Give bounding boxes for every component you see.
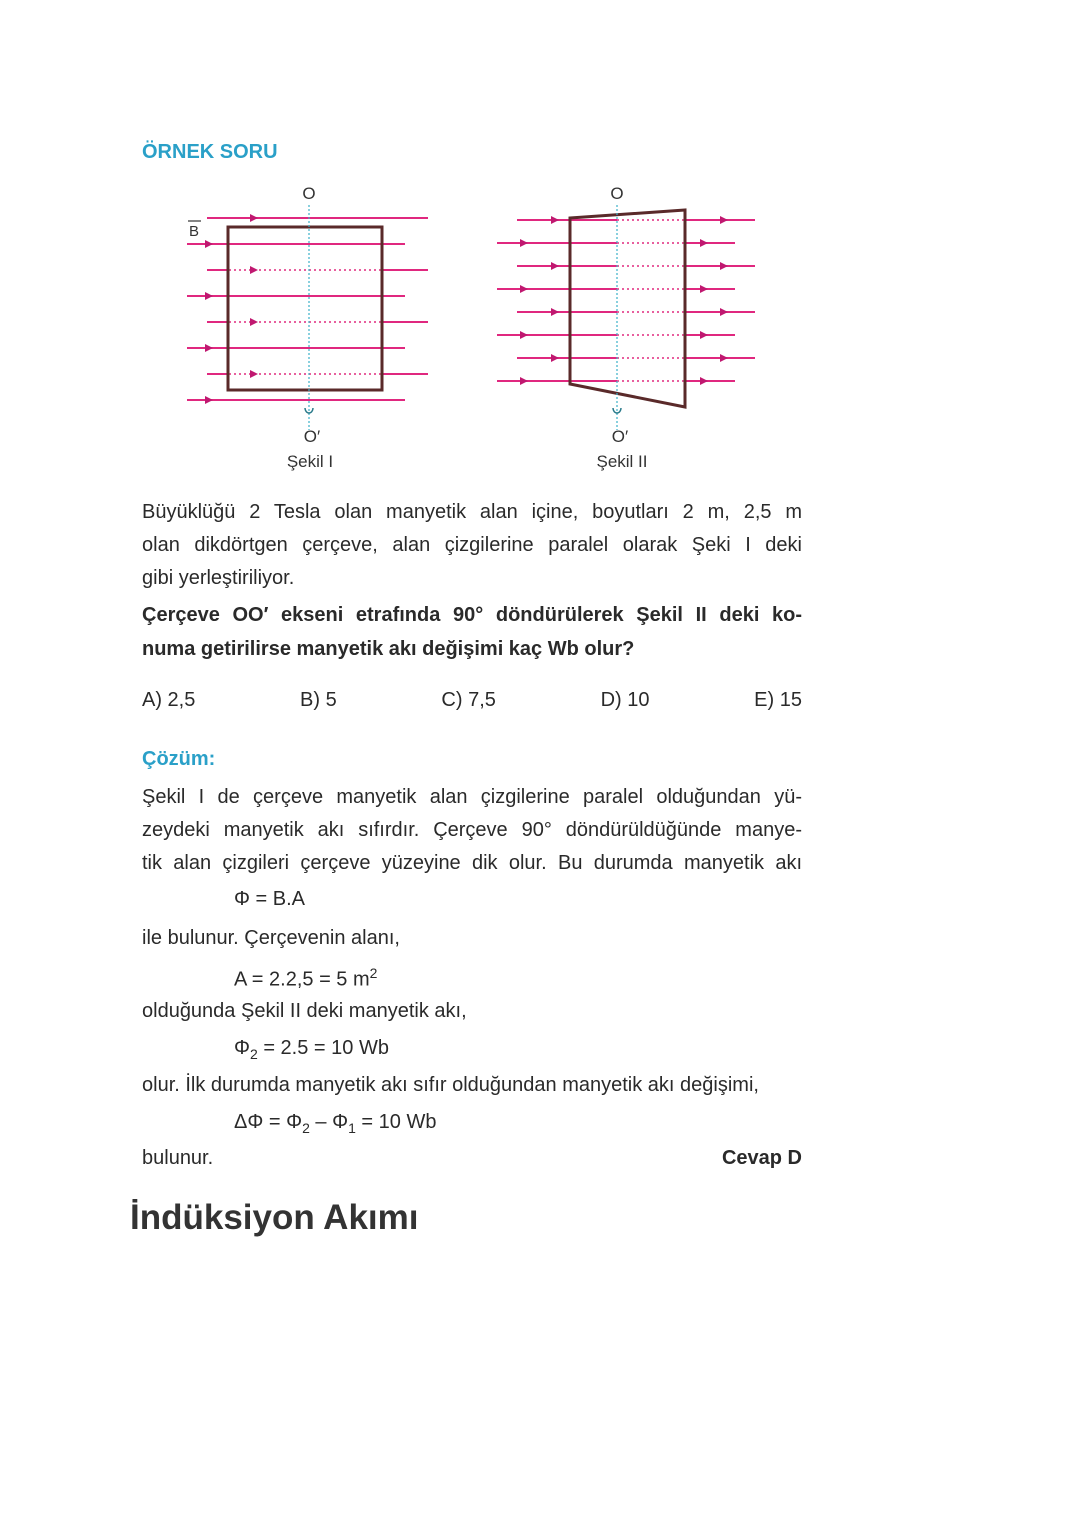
formula-flux: Φ = B.A	[234, 888, 305, 910]
solution-line: bulunur.	[142, 1147, 214, 1169]
figure-2	[497, 205, 755, 430]
solution-title: Çözüm:	[142, 748, 216, 770]
axis-bottom-label-2: O′	[611, 427, 629, 446]
formula-part: ΔΦ = Φ	[234, 1111, 303, 1133]
section-heading: İndüksiyon Akımı	[130, 1198, 419, 1237]
arrowhead	[520, 285, 528, 293]
frame-rectangle	[228, 227, 382, 390]
arrowhead	[551, 308, 559, 316]
option-d: D) 10	[600, 689, 650, 711]
arrowhead	[700, 285, 708, 293]
arrowhead	[250, 318, 258, 326]
answer: Cevap D	[721, 1147, 802, 1169]
arrowhead	[520, 377, 528, 385]
arrowhead	[205, 344, 213, 352]
arrowhead	[551, 216, 559, 224]
arrowhead	[700, 331, 708, 339]
formula-sub: 2	[302, 1120, 310, 1136]
axis-bottom-label-1: O′	[303, 427, 321, 446]
option-e: E) 15	[754, 689, 802, 711]
formula-sub: 1	[348, 1120, 356, 1136]
solution-line: tik alan çizgileri çerçeve yüzeyine dik olur. Bu durumda manyetik akı	[142, 852, 802, 874]
solution-line: ile bulunur. Çerçevenin alanı,	[142, 927, 400, 949]
question-bold-line: Çerçeve OO′ ekseni etrafında 90° döndürülerek Şekil II deki ko-	[142, 604, 802, 626]
field-label: B	[189, 223, 200, 240]
question-line: gibi yerleştiriliyor.	[142, 567, 295, 589]
arrowhead	[520, 239, 528, 247]
caption-2: Şekil II	[596, 452, 648, 471]
arrowhead	[551, 262, 559, 270]
arrowhead	[720, 354, 728, 362]
axis-top-label-1: O	[302, 184, 316, 203]
solution-line: olduğunda Şekil II deki manyetik akı,	[142, 1000, 467, 1022]
formula-part: Φ	[234, 1037, 250, 1059]
formula-part: = 10 Wb	[355, 1111, 437, 1133]
caption-1: Şekil I	[286, 452, 334, 471]
arrowhead	[720, 308, 728, 316]
arrowhead	[720, 262, 728, 270]
formula-part: – Φ	[309, 1111, 349, 1133]
arrowhead	[205, 240, 213, 248]
question-line: Büyüklüğü 2 Tesla olan manyetik alan içine, boyutları 2 m, 2,5 m	[142, 501, 802, 523]
arrowhead	[700, 377, 708, 385]
arrowhead	[205, 292, 213, 300]
question-bold-line: numa getirilirse manyetik akı değişimi kaç Wb olur?	[142, 638, 635, 660]
arrowhead	[250, 214, 258, 222]
example-title: ÖRNEK SORU	[142, 141, 278, 163]
solution-line: zeydeki manyetik akı sıfırdır. Çerçeve 90° döndürüldüğünde manye-	[142, 819, 802, 841]
option-b: B) 5	[300, 689, 337, 711]
formula-area-text: A = 2.2,5 = 5 m	[234, 968, 370, 991]
arrowhead	[720, 216, 728, 224]
arrowhead	[520, 331, 528, 339]
answer-options	[142, 688, 802, 712]
arrowhead	[250, 266, 258, 274]
question-line: olan dikdörtgen çerçeve, alan çizgilerine paralel olarak Şeki I deki	[142, 534, 802, 556]
solution-line: olur. İlk durumda manyetik akı sıfır olduğundan manyetik akı değişimi,	[142, 1074, 759, 1096]
formula-delta-flux	[234, 1110, 894, 1140]
option-a: A) 2,5	[142, 689, 196, 711]
formula-sub: 2	[249, 1046, 258, 1062]
formula-area-sup: 2	[369, 965, 378, 981]
axis-top-label-2: O	[610, 184, 624, 203]
option-c: C) 7,5	[441, 689, 496, 711]
figure-1	[187, 205, 428, 430]
arrowhead	[551, 354, 559, 362]
solution-line: Şekil I de çerçeve manyetik alan çizgilerine paralel olduğundan yü-	[142, 786, 802, 808]
figure	[0, 0, 1080, 480]
frame-rotated	[570, 210, 685, 407]
formula-area	[234, 961, 894, 992]
arrowhead	[250, 370, 258, 378]
formula-part: = 2.5 = 10 Wb	[257, 1037, 389, 1059]
formula-flux-2	[234, 1036, 894, 1066]
arrowhead	[700, 239, 708, 247]
arrowhead	[205, 396, 213, 404]
